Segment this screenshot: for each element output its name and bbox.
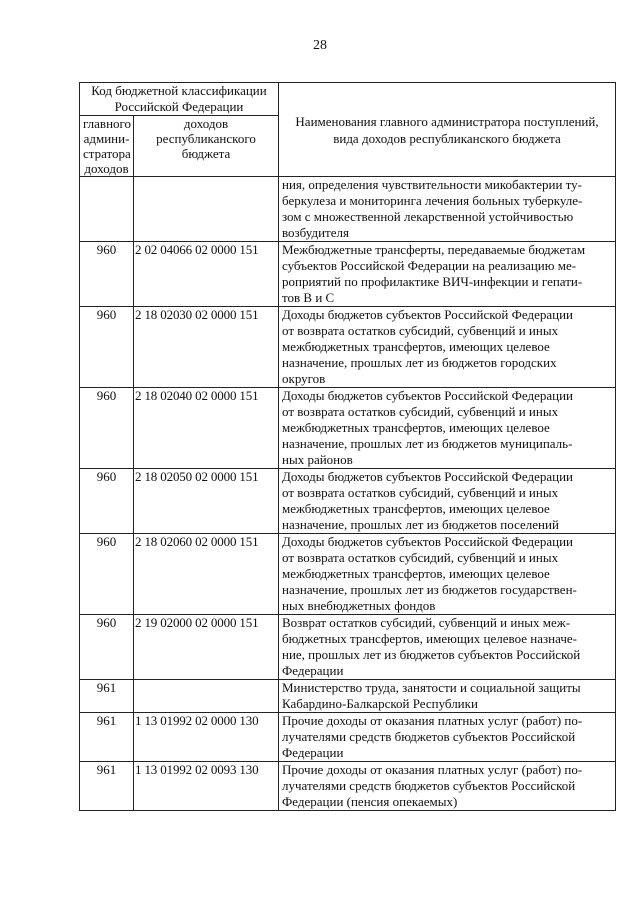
- revenue-name-cell: [279, 534, 616, 615]
- table-row: [80, 388, 616, 469]
- revenue-name-line: назначение, прошлых лет из бюджетов государствен-: [282, 582, 577, 597]
- header-classification-code: [80, 83, 279, 116]
- income-code-cell: 2 18 02030 02 0000 151: [134, 307, 279, 388]
- admin-code-cell: 960: [80, 388, 134, 469]
- income-code-cell: 1 13 01992 02 0000 130: [134, 713, 279, 762]
- revenue-name-line: от возврата остатков субсидий, субвенций и иных: [282, 550, 559, 565]
- revenue-name-line: межбюджетных трансфертов, имеющих целевое: [282, 339, 550, 354]
- revenue-name-cell: [279, 762, 616, 811]
- revenue-name-line: ных внебюджетных фондов: [282, 598, 436, 613]
- revenue-name-line: Федерации: [282, 745, 344, 760]
- header-income-line: доходов: [183, 116, 229, 131]
- revenue-name-line: от возврата остатков субсидий, субвенций и иных: [282, 323, 559, 338]
- income-code-cell: 1 13 01992 02 0093 130: [134, 762, 279, 811]
- table-row: [80, 534, 616, 615]
- header-income-column: [134, 116, 279, 177]
- revenue-name-cell: [279, 469, 616, 534]
- admin-code-cell: 960: [80, 469, 134, 534]
- revenue-name-line: субъектов Российской Федерации на реализацию ме-: [282, 258, 577, 273]
- table-row: [80, 242, 616, 307]
- revenue-name-cell: [279, 242, 616, 307]
- revenue-name-line: Доходы бюджетов субъектов Российской Федерации: [282, 388, 573, 403]
- income-code-cell: [134, 177, 279, 242]
- revenue-name-line: Прочие доходы от оказания платных услуг (работ) по-: [282, 713, 583, 728]
- revenue-name-line: межбюджетных трансфертов, имеющих целевое: [282, 501, 550, 516]
- income-code-cell: 2 19 02000 02 0000 151: [134, 615, 279, 680]
- admin-code-cell: 960: [80, 615, 134, 680]
- revenue-name-cell: [279, 680, 616, 713]
- header-admin-line: главного: [83, 116, 132, 131]
- revenue-name-line: Доходы бюджетов субъектов Российской Федерации: [282, 469, 573, 484]
- revenue-name-line: назначение, прошлых лет из бюджетов городских: [282, 355, 557, 370]
- header-admin-line: стратора: [83, 146, 131, 161]
- header-name-line: вида доходов республиканского бюджета: [333, 130, 561, 146]
- revenue-name-line: Кабардино-Балкарской Республики: [282, 696, 478, 711]
- revenue-name-line: ние, прошлых лет из бюджетов субъектов Российской: [282, 647, 581, 662]
- header-income-line: бюджета: [181, 146, 231, 161]
- income-code-cell: [134, 680, 279, 713]
- header-name-column: [279, 83, 616, 177]
- revenue-name-line: ных районов: [282, 452, 353, 467]
- admin-code-cell: 961: [80, 680, 134, 713]
- income-code-cell: 2 18 02050 02 0000 151: [134, 469, 279, 534]
- header-income-line: республиканского: [156, 131, 256, 146]
- admin-code-cell: 960: [80, 534, 134, 615]
- table-row: [80, 615, 616, 680]
- revenue-name-line: Федерации (пенсия опекаемых): [282, 794, 458, 809]
- revenue-name-line: назначение, прошлых лет из бюджетов поселений: [282, 517, 559, 532]
- admin-code-cell: [80, 177, 134, 242]
- header-name-line: Наименования главного администратора поступлений,: [295, 113, 599, 129]
- revenue-name-line: бюджетных трансфертов, имеющих целевое назначе-: [282, 631, 577, 646]
- income-code-cell: 2 02 04066 02 0000 151: [134, 242, 279, 307]
- revenue-name-line: ния, определения чувствительности микобактерии ту-: [282, 177, 583, 192]
- revenue-name-line: роприятий по профилактике ВИЧ-инфекции и гепати-: [282, 274, 583, 289]
- revenue-name-line: Возврат остатков субсидий, субвенций и иных меж-: [282, 615, 571, 630]
- revenue-name-cell: [279, 713, 616, 762]
- table-row: [80, 307, 616, 388]
- table-row: [80, 680, 616, 713]
- table-row: [80, 469, 616, 534]
- revenue-name-line: тов В и С: [282, 290, 335, 305]
- revenue-name-cell: [279, 615, 616, 680]
- header-admin-column: [80, 116, 134, 177]
- revenue-name-line: Прочие доходы от оказания платных услуг (работ) по-: [282, 762, 583, 777]
- revenue-name-line: зом с множественной лекарственной устойчивостью: [282, 209, 574, 224]
- revenue-name-line: межбюджетных трансфертов, имеющих целевое: [282, 566, 550, 581]
- revenue-name-cell: [279, 388, 616, 469]
- table-row: [80, 762, 616, 811]
- budget-classification-table: [79, 82, 616, 811]
- revenue-name-line: возбудителя: [282, 225, 349, 240]
- income-code-cell: 2 18 02040 02 0000 151: [134, 388, 279, 469]
- admin-code-cell: 960: [80, 307, 134, 388]
- header-admin-line: админи-: [83, 131, 130, 146]
- page-number: 28: [313, 38, 327, 53]
- admin-code-cell: 961: [80, 762, 134, 811]
- income-code-cell: 2 18 02060 02 0000 151: [134, 534, 279, 615]
- revenue-name-line: Федерации: [282, 663, 344, 678]
- header-admin-line: доходов: [84, 161, 129, 176]
- revenue-name-line: Министерство труда, занятости и социальной защиты: [282, 680, 581, 695]
- header-group-line: Российской Федерации: [114, 99, 244, 114]
- revenue-name-line: лучателями средств бюджетов субъектов Российской: [282, 729, 576, 744]
- revenue-name-line: от возврата остатков субсидий, субвенций и иных: [282, 404, 559, 419]
- revenue-name-line: межбюджетных трансфертов, имеющих целевое: [282, 420, 550, 435]
- admin-code-cell: 961: [80, 713, 134, 762]
- revenue-name-line: назначение, прошлых лет из бюджетов муниципаль-: [282, 436, 573, 451]
- table-row: [80, 177, 616, 242]
- revenue-name-line: Межбюджетные трансферты, передаваемые бюджетам: [282, 242, 586, 257]
- revenue-name-line: лучателями средств бюджетов субъектов Российской: [282, 778, 576, 793]
- revenue-name-cell: [279, 177, 616, 242]
- revenue-name-line: округов: [282, 371, 326, 386]
- revenue-name-line: Доходы бюджетов субъектов Российской Федерации: [282, 534, 573, 549]
- revenue-name-line: Доходы бюджетов субъектов Российской Федерации: [282, 307, 573, 322]
- admin-code-cell: 960: [80, 242, 134, 307]
- table-row: [80, 713, 616, 762]
- revenue-name-cell: [279, 307, 616, 388]
- header-row-group: [80, 83, 616, 116]
- revenue-name-line: от возврата остатков субсидий, субвенций и иных: [282, 485, 559, 500]
- revenue-name-line: беркулеза и мониторинга лечения больных туберкуле-: [282, 193, 583, 208]
- header-group-line: Код бюджетной классификации: [91, 83, 267, 98]
